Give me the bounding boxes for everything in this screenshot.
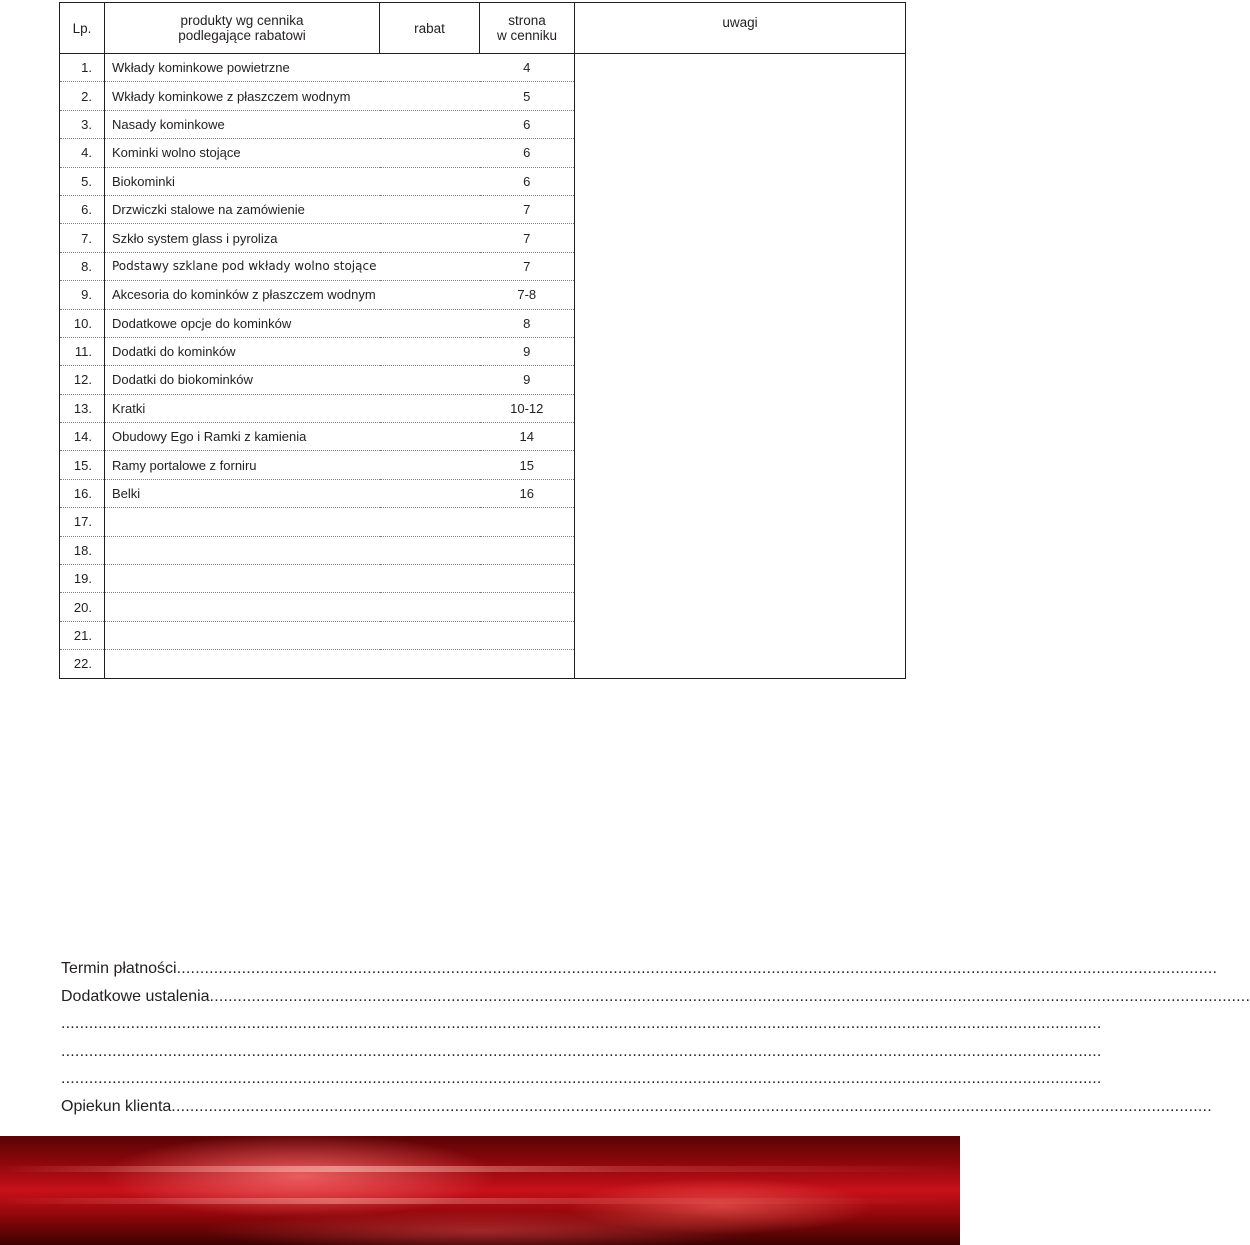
product-name: Dodatkowe opcje do kominków: [105, 309, 380, 337]
table-body: [60, 54, 906, 679]
payment-terms-line: [61, 955, 1218, 983]
product-name: Kominki wolno stojące: [105, 139, 380, 167]
page-number: 6: [480, 139, 575, 167]
product-name: [105, 536, 575, 564]
product-name: [105, 621, 575, 649]
row-number: 17.: [60, 508, 105, 536]
page-number: 7: [480, 224, 575, 252]
footer-fields: [61, 955, 1250, 1120]
row-number: 5.: [60, 167, 105, 195]
discount-cell[interactable]: [380, 394, 480, 422]
discount-cell[interactable]: [380, 82, 480, 110]
row-number: 18.: [60, 536, 105, 564]
blank-dotted-line-1: [61, 1010, 1102, 1038]
page-number: 10-12: [480, 394, 575, 422]
additional-arrangements-label: Dodatkowe ustalenia: [61, 987, 210, 1005]
product-name: Dodatki do biokominków: [105, 366, 380, 394]
row-number: 15.: [60, 451, 105, 479]
row-number: 10.: [60, 309, 105, 337]
page-number: 6: [480, 110, 575, 138]
blank-dots-3: ................................................................................................................................................................................................................................: [61, 1070, 1102, 1087]
product-name: [105, 565, 575, 593]
row-number: 9.: [60, 281, 105, 309]
client-advisor-label: Opiekun klienta: [61, 1097, 172, 1115]
client-advisor-dots: ................................................................................................................................................................................................................................: [171, 1097, 1212, 1115]
product-name: Ramy portalowe z forniru: [105, 451, 380, 479]
page-number: 6: [480, 167, 575, 195]
row-number: 7.: [60, 224, 105, 252]
product-name: [105, 650, 575, 678]
discount-cell[interactable]: [380, 281, 480, 309]
product-name: Drzwiczki stalowe na zamówienie: [105, 195, 380, 223]
row-number: 21.: [60, 621, 105, 649]
product-name: Obudowy Ego i Ramki z kamienia: [105, 423, 380, 451]
blank-dotted-line-2: [61, 1038, 1102, 1066]
product-name: [105, 593, 575, 621]
product-name: [105, 508, 575, 536]
page-number: 9: [480, 337, 575, 365]
product-name: Nasady kominkowe: [105, 110, 380, 138]
page-number: 7: [480, 195, 575, 223]
page-number: 14: [480, 423, 575, 451]
header-page: [480, 3, 575, 54]
row-number: 20.: [60, 593, 105, 621]
discount-cell[interactable]: [380, 309, 480, 337]
product-name: Akcesoria do kominków z płaszczem wodnym: [105, 281, 380, 309]
banner-light-streak: [0, 1198, 960, 1204]
page-number: 8: [480, 309, 575, 337]
header-page-line2: w cenniku: [496, 28, 558, 43]
row-number: 2.: [60, 82, 105, 110]
header-products-line2: podlegające rabatowi: [178, 28, 306, 43]
product-name: Wkłady kominkowe powietrzne: [105, 54, 380, 82]
row-number: 22.: [60, 650, 105, 678]
payment-terms-dots: ................................................................................................................................................................................................................................: [176, 960, 1218, 977]
discount-cell[interactable]: [380, 54, 480, 82]
table-row: [60, 54, 906, 82]
header-products: [105, 3, 380, 54]
discount-cell[interactable]: [380, 451, 480, 479]
product-name: Biokominki: [105, 167, 380, 195]
blank-dotted-line-3: [61, 1065, 1102, 1093]
row-number: 3.: [60, 110, 105, 138]
product-name: Kratki: [105, 394, 380, 422]
discount-cell[interactable]: [380, 139, 480, 167]
row-number: 14.: [60, 423, 105, 451]
blank-dots-2: ................................................................................................................................................................................................................................: [61, 1042, 1102, 1060]
page-number: 7-8: [480, 281, 575, 309]
product-name: Dodatki do kominków: [105, 337, 380, 365]
discount-cell[interactable]: [380, 195, 480, 223]
page-number: 15: [480, 451, 575, 479]
additional-arrangements-dots: ................................................................................................................................................................................................................................: [209, 987, 1250, 1005]
price-list-table-container: [59, 2, 905, 679]
discount-cell[interactable]: [380, 366, 480, 394]
decorative-red-banner: [0, 1136, 960, 1245]
row-number: 1.: [60, 54, 105, 82]
product-name: Podstawy szklane pod wkłady wolno stojące: [105, 252, 380, 280]
row-number: 8.: [60, 252, 105, 280]
discount-cell[interactable]: [380, 110, 480, 138]
row-number: 19.: [60, 565, 105, 593]
row-number: 11.: [60, 337, 105, 365]
page-number: 5: [480, 82, 575, 110]
discount-cell[interactable]: [380, 423, 480, 451]
additional-arrangements-line: [61, 983, 1250, 1011]
header-rabat: rabat: [380, 3, 480, 54]
page-number: 9: [480, 366, 575, 394]
product-name: Belki: [105, 479, 380, 507]
client-advisor-line: [61, 1093, 1212, 1121]
banner-light-streak: [0, 1166, 960, 1172]
table-header-row: [60, 3, 906, 54]
page-number: 7: [480, 252, 575, 280]
blank-dots-1: ................................................................................................................................................................................................................................: [61, 1015, 1102, 1032]
discount-cell[interactable]: [380, 479, 480, 507]
product-name: Wkłady kominkowe z płaszczem wodnym: [105, 82, 380, 110]
row-number: 6.: [60, 195, 105, 223]
payment-terms-label: Termin płatności: [61, 960, 177, 977]
discount-cell[interactable]: [380, 252, 480, 280]
header-products-line1: produkty wg cennika: [180, 13, 304, 28]
discount-table: [59, 2, 906, 679]
header-lp: Lp.: [60, 3, 105, 54]
header-uwagi: uwagi: [575, 3, 906, 54]
row-number: 13.: [60, 394, 105, 422]
row-number: 12.: [60, 366, 105, 394]
discount-cell[interactable]: [380, 167, 480, 195]
discount-cell[interactable]: [380, 224, 480, 252]
header-page-line1: strona: [508, 13, 546, 28]
discount-cell[interactable]: [380, 337, 480, 365]
row-number: 4.: [60, 139, 105, 167]
page-number: 4: [480, 54, 575, 82]
remarks-cell[interactable]: [575, 54, 906, 679]
product-name: Szkło system glass i pyroliza: [105, 224, 380, 252]
row-number: 16.: [60, 479, 105, 507]
page-number: 16: [480, 479, 575, 507]
